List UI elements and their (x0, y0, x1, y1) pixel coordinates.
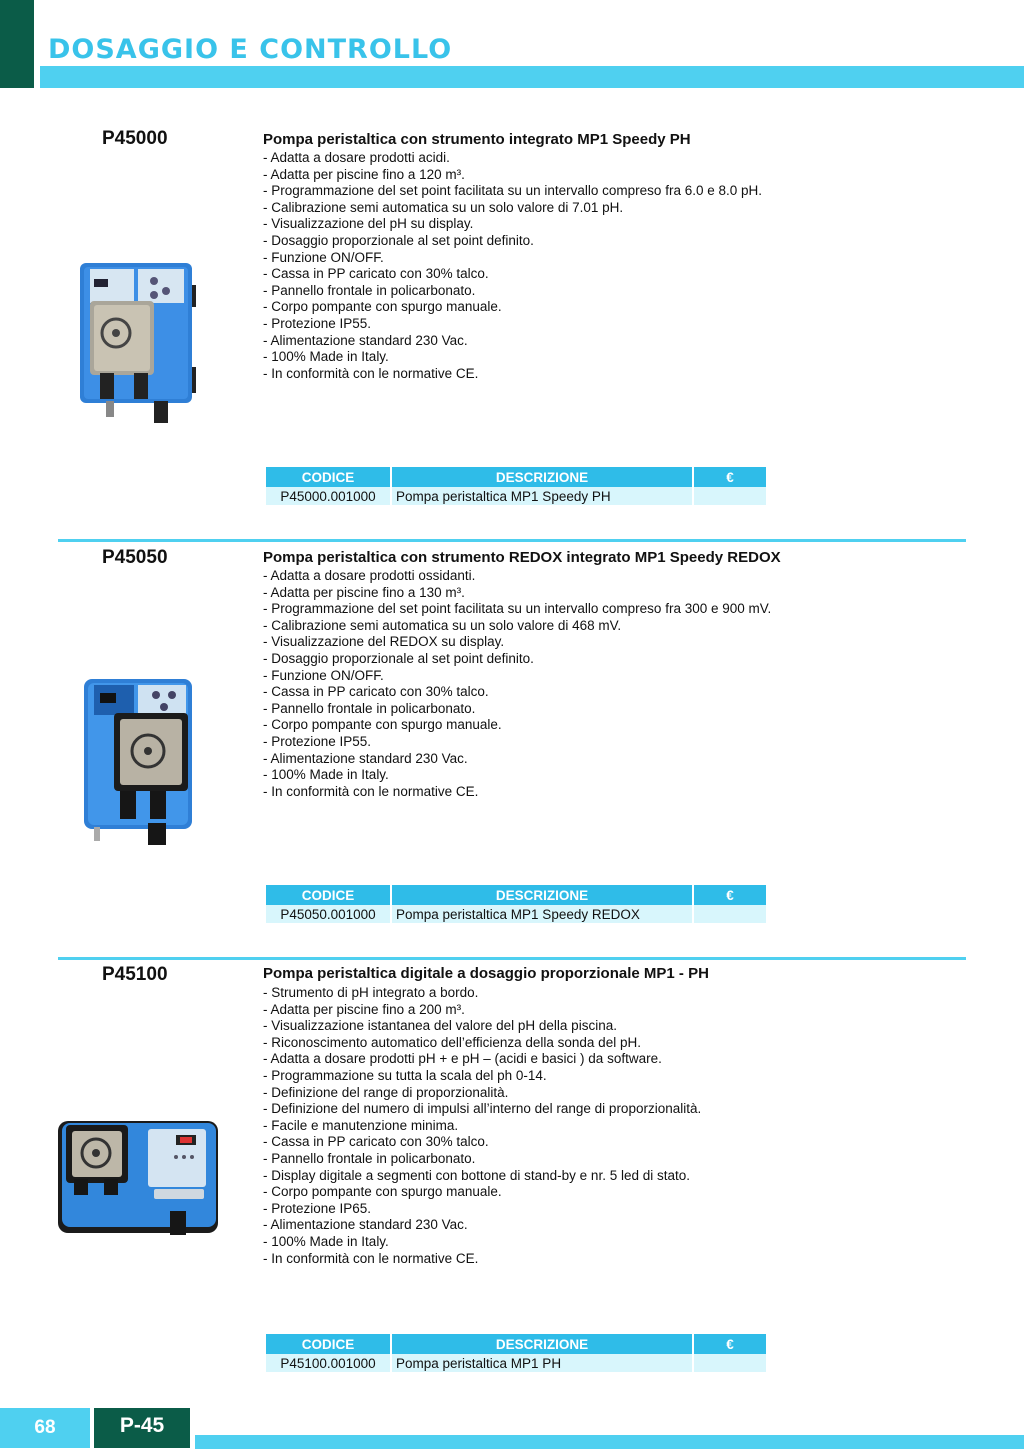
product-code: P45050 (102, 547, 168, 568)
product-table (264, 1334, 768, 1372)
list-item: - Alimentazione standard 230 Vac. (263, 1217, 468, 1233)
cell-description: Pompa peristaltica MP1 PH (392, 1354, 692, 1372)
list-item: - In conformità con le normative CE. (263, 1250, 479, 1266)
cell-code: P45050.001000 (266, 905, 390, 923)
list-item: - Facile e manutenzione minima. (263, 1117, 459, 1133)
header-accent-block (0, 0, 34, 88)
section-code: P-45 (94, 1408, 190, 1448)
list-item: - Adatta a dosare prodotti acidi. (263, 150, 450, 165)
list-item: - Funzione ON/OFF. (263, 249, 384, 265)
column-header-code: CODICE (266, 885, 390, 905)
list-item: - 100% Made in Italy. (263, 767, 389, 783)
cell-description: Pompa peristaltica MP1 Speedy PH (392, 487, 692, 505)
product-image-pump-ph (70, 255, 205, 425)
list-item: - Protezione IP55. (263, 315, 372, 331)
table-row (266, 487, 766, 505)
column-header-price: € (694, 1334, 766, 1354)
product-code: P45100 (102, 964, 168, 985)
cell-price (694, 905, 766, 923)
product-image-pump-digital (56, 1117, 220, 1243)
column-header-code: CODICE (266, 1334, 390, 1354)
list-item: - Adatta per piscine fino a 200 m³. (263, 1001, 465, 1017)
column-header-price: € (694, 885, 766, 905)
product-table (264, 885, 768, 923)
column-header-description: DESCRIZIONE (392, 467, 692, 487)
header-bar (40, 66, 1024, 88)
cell-code: P45000.001000 (266, 487, 390, 505)
list-item: - Cassa in PP caricato con 30% talco. (263, 1134, 489, 1150)
page-title: DOSAGGIO E CONTROLLO (48, 34, 453, 65)
list-item: - Cassa in PP caricato con 30% talco. (263, 684, 489, 700)
list-item: - Definizione del range di proporzionalità. (263, 1084, 509, 1100)
column-header-code: CODICE (266, 467, 390, 487)
list-item: - Cassa in PP caricato con 30% talco. (263, 266, 489, 282)
list-item: - Adatta a dosare prodotti pH + e pH – (acidi e basici ) da software. (263, 1051, 662, 1067)
feature-list (263, 985, 701, 1267)
column-header-price: € (694, 467, 766, 487)
list-item: - Visualizzazione del pH su display. (263, 216, 474, 232)
list-item: - 100% Made in Italy. (263, 1233, 389, 1249)
list-item: - In conformità con le normative CE. (263, 365, 479, 381)
list-item: - Protezione IP55. (263, 733, 372, 749)
product-image-pump-redox (78, 673, 198, 851)
list-item: - Visualizzazione istantanea del valore del pH della piscina. (263, 1018, 617, 1034)
product-title: Pompa peristaltica con strumento REDOX integrato MP1 Speedy REDOX (263, 549, 781, 566)
list-item: - Visualizzazione del REDOX su display. (263, 634, 505, 650)
list-item: - Pannello frontale in policarbonato. (263, 700, 476, 716)
list-item: - Programmazione su tutta la scala del ph 0-14. (263, 1067, 547, 1083)
page-number: 68 (0, 1408, 90, 1448)
list-item: - Corpo pompante con spurgo manuale. (263, 717, 502, 733)
list-item: - Display digitale a segmenti con bottone di stand-by e nr. 5 led di stato. (263, 1167, 690, 1183)
table-row (266, 905, 766, 923)
cell-price (694, 487, 766, 505)
section-divider (58, 957, 966, 960)
feature-list (263, 568, 771, 800)
list-item: - 100% Made in Italy. (263, 349, 389, 365)
cell-description: Pompa peristaltica MP1 Speedy REDOX (392, 905, 692, 923)
product-title: Pompa peristaltica con strumento integrato MP1 Speedy PH (263, 131, 691, 148)
list-item: - Funzione ON/OFF. (263, 667, 384, 683)
list-item: - Corpo pompante con spurgo manuale. (263, 299, 502, 315)
list-item: - Pannello frontale in policarbonato. (263, 282, 476, 298)
list-item: - Riconoscimento automatico dell’efficienza della sonda del pH. (263, 1034, 641, 1050)
list-item: - Pannello frontale in policarbonato. (263, 1150, 476, 1166)
list-item: - Programmazione del set point facilitata su un intervallo compreso fra 6.0 e 8.0 pH. (263, 183, 762, 199)
cell-price (694, 1354, 766, 1372)
list-item: - In conformità con le normative CE. (263, 783, 479, 799)
list-item: - Corpo pompante con spurgo manuale. (263, 1184, 502, 1200)
list-item: - Calibrazione semi automatica su un solo valore di 7.01 pH. (263, 199, 624, 215)
product-code: P45000 (102, 128, 168, 149)
table-row (266, 1354, 766, 1372)
list-item: - Dosaggio proporzionale al set point definito. (263, 650, 534, 666)
list-item: - Programmazione del set point facilitata su un intervallo compreso fra 300 e 900 mV. (263, 601, 772, 617)
list-item: - Protezione IP65. (263, 1200, 372, 1216)
list-item: - Adatta per piscine fino a 120 m³. (263, 166, 465, 182)
cell-code: P45100.001000 (266, 1354, 390, 1372)
list-item: - Dosaggio proporzionale al set point definito. (263, 232, 534, 248)
column-header-description: DESCRIZIONE (392, 1334, 692, 1354)
list-item: - Strumento di pH integrato a bordo. (263, 985, 479, 1000)
list-item: - Adatta per piscine fino a 130 m³. (263, 584, 465, 600)
product-table (264, 467, 768, 505)
list-item: - Calibrazione semi automatica su un solo valore di 468 mV. (263, 617, 622, 633)
feature-list (263, 150, 762, 382)
column-header-description: DESCRIZIONE (392, 885, 692, 905)
product-title: Pompa peristaltica digitale a dosaggio proporzionale MP1 - PH (263, 965, 709, 982)
footer-bar (195, 1435, 1024, 1449)
list-item: - Definizione del numero di impulsi all’interno del range di proporzionalità. (263, 1101, 702, 1117)
section-divider (58, 539, 966, 542)
list-item: - Alimentazione standard 230 Vac. (263, 750, 468, 766)
list-item: - Alimentazione standard 230 Vac. (263, 332, 468, 348)
list-item: - Adatta a dosare prodotti ossidanti. (263, 568, 476, 583)
